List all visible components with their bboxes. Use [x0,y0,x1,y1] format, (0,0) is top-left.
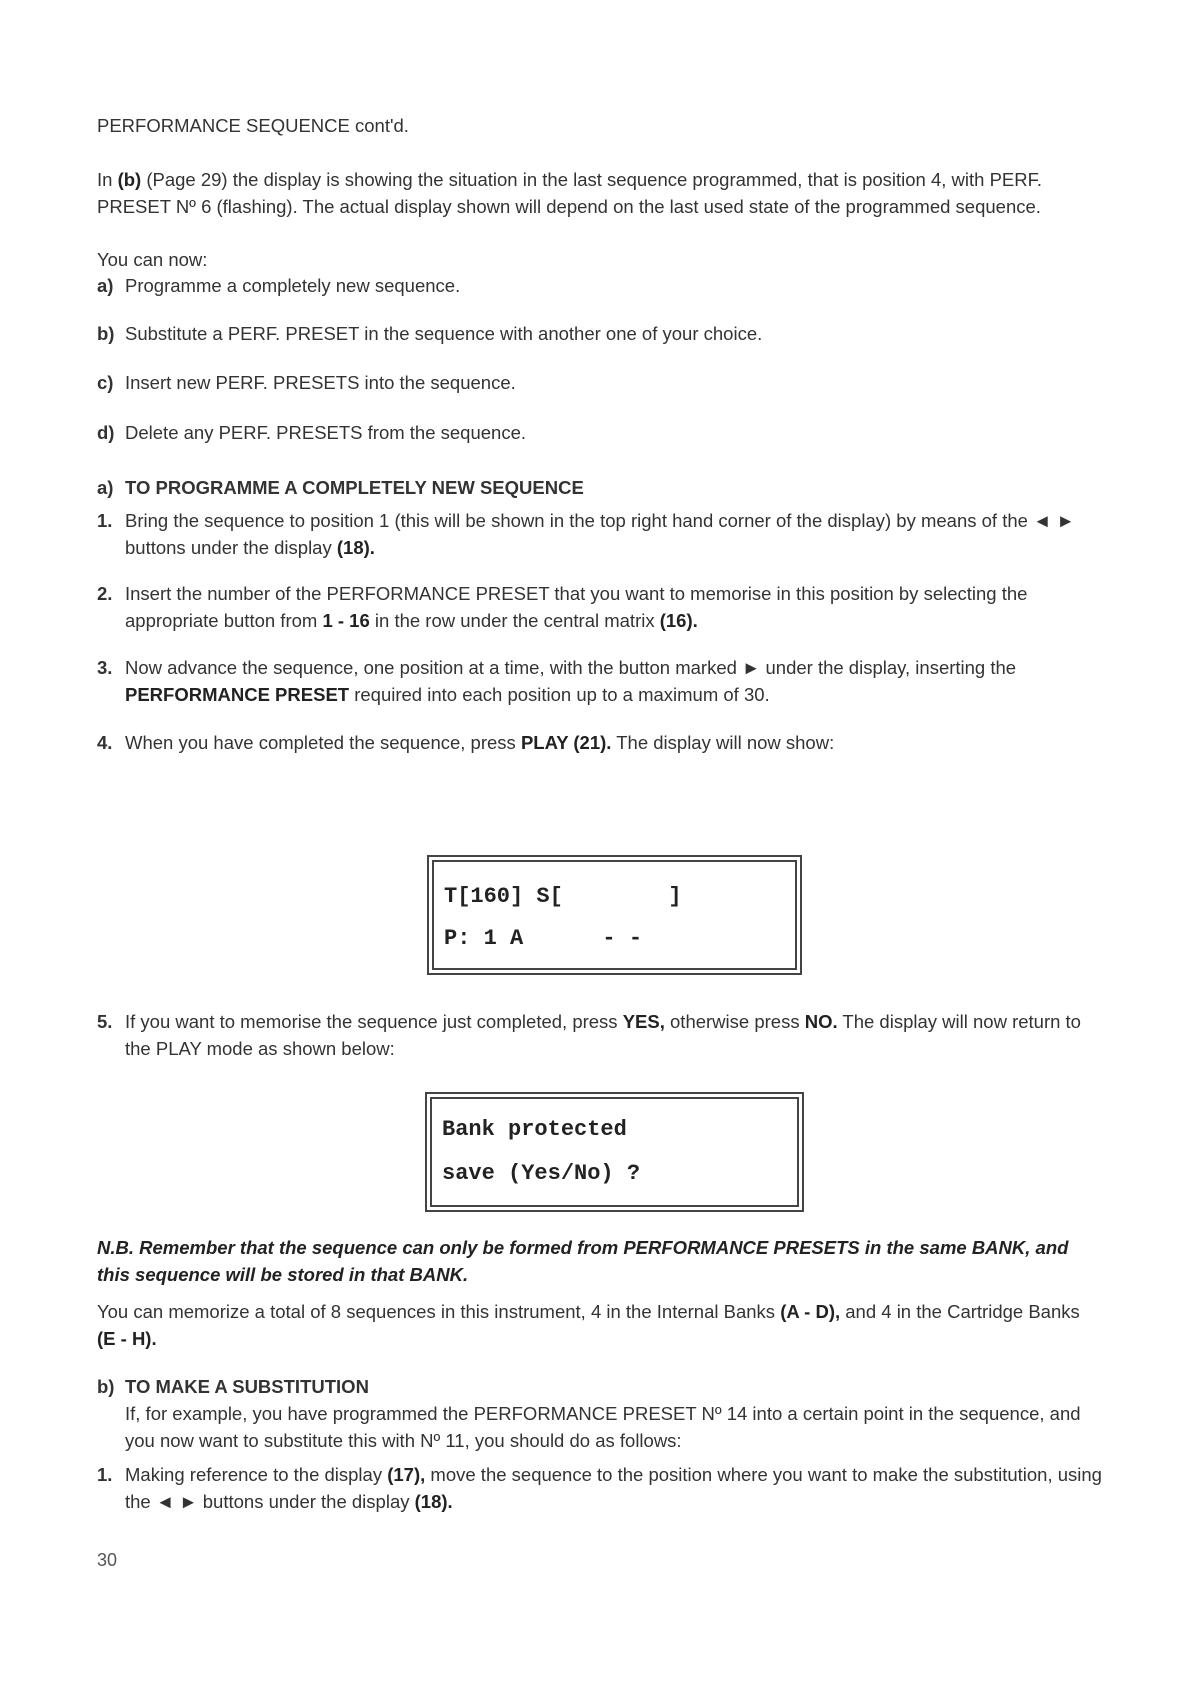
lcd-line-2: P: 1 A - - [444,926,643,951]
section-b-heading: b) TO MAKE A SUBSTITUTION [97,1376,369,1397]
step-a3: 3. Now advance the sequence, one position at a time, with the button marked ► under the display, inserting the PERFORMANCE PRESET required into each position up to a maximum of 30. [97,657,1017,705]
option-c: c) Insert new PERF. PRESETS into the sequence. [97,372,516,393]
section-b-intro: If, for example, you have programmed the PERFORMANCE PRESET Nº 14 into a certain point in the sequence, and you now want to substitute this with Nº 11, you should do as follows: [125,1403,1081,1451]
lcd-line-1: Bank protected [442,1117,627,1142]
lcd-display-play [425,1092,804,1212]
nb-note: N.B. Remember that the sequence can only be formed from PERFORMANCE PRESETS in the same BANK, and this sequence will be stored in that BANK. [97,1237,1069,1285]
lcd-line-1: T[160] S[ ] [444,884,682,909]
lcd-display-sequence [427,855,802,975]
lcd-line-2: save (Yes/No) ? [442,1161,641,1186]
section-a-heading: a) TO PROGRAMME A COMPLETELY NEW SEQUENCE [97,477,584,498]
intro-paragraph: In (b) (Page 29) the display is showing the situation in the last sequence programmed, that is position 4, with PERF. PRESET Nº 6 (flashing). The actual display shown will depend on the last used state of the programmed sequence. [97,169,1043,217]
step-a1: 1. Bring the sequence to position 1 (this will be shown in the top right hand corner of the display) by means of the ◄ ► buttons under the display (18). [97,510,1075,558]
page-header: PERFORMANCE SEQUENCE cont'd. [97,115,409,136]
step-a5: 5. If you want to memorise the sequence just completed, press YES, otherwise press NO. The display will now return to the PLAY mode as shown below: [97,1011,1081,1059]
option-b: b) Substitute a PERF. PRESET in the sequence with another one of your choice. [97,323,763,344]
step-a2: 2. Insert the number of the PERFORMANCE PRESET that you want to memorise in this position by selecting the appropriate button from 1 - 16 in the row under the central matrix (16). [97,583,1028,631]
you-can-now: You can now: [97,249,208,270]
memorize-paragraph: You can memorize a total of 8 sequences in this instrument, 4 in the Internal Banks (A - D), and 4 in the Cartridge Banks (E - H). [97,1301,1080,1349]
page-number: 30 [97,1550,118,1570]
option-d: d) Delete any PERF. PRESETS from the sequence. [97,422,527,443]
step-a4: 4. When you have completed the sequence, press PLAY (21). The display will now show: [97,732,835,753]
step-b1: 1. Making reference to the display (17), move the sequence to the position where you want to make the substitution, using the ◄ ► buttons under the display (18). [97,1464,1102,1512]
option-a: a) Programme a completely new sequence. [97,275,461,296]
